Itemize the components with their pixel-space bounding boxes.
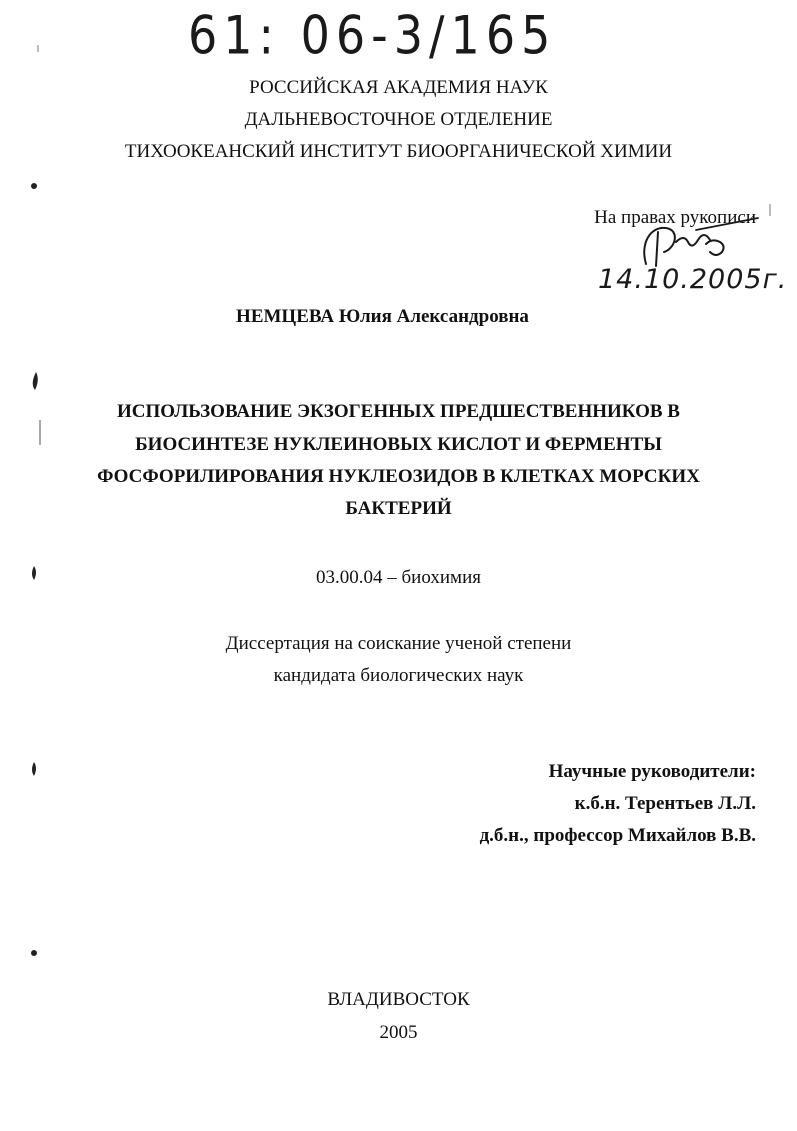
- header-academy: РОССИЙСКАЯ АКАДЕМИЯ НАУК: [249, 77, 548, 98]
- author-given-names: Юлия Александровна: [338, 306, 529, 327]
- dissertation-purpose: Диссертация на соискание ученой степени: [225, 633, 572, 654]
- title-line-4: БАКТЕРИЙ: [345, 498, 452, 519]
- title-line-1: ИСПОЛЬЗОВАНИЕ ЭКЗОГЕННЫХ ПРЕДШЕСТВЕННИКОВ В: [117, 401, 680, 422]
- header-branch: ДАЛЬНЕВОСТОЧНОЕ ОТДЕЛЕНИЕ: [244, 109, 553, 130]
- handwritten-date: 14.10.2005г.: [598, 264, 788, 295]
- city: ВЛАДИВОСТОК: [327, 989, 470, 1010]
- handwritten-archive-number: 61: 06-3/165: [188, 4, 557, 67]
- specialty-code: 03.00.04 – биохимия: [316, 567, 481, 588]
- speck: [31, 183, 37, 189]
- supervisor-1: к.б.н. Терентьев Л.Л.: [574, 793, 756, 814]
- title-line-2: БИОСИНТЕЗЕ НУКЛЕИНОВЫХ КИСЛОТ И ФЕРМЕНТЫ: [135, 434, 662, 455]
- speck: [32, 762, 36, 776]
- header-institute: ТИХООКЕАНСКИЙ ИНСТИТУТ БИООРГАНИЧЕСКОЙ ХИМИИ: [124, 141, 673, 162]
- degree-name: кандидата биологических наук: [273, 665, 524, 686]
- supervisor-2: д.б.н., профессор Михайлов В.В.: [479, 825, 756, 846]
- title-line-3: ФОСФОРИЛИРОВАНИЯ НУКЛЕОЗИДОВ В КЛЕТКАХ МОРСКИХ: [97, 466, 700, 487]
- manuscript-note: На правах рукописи: [594, 207, 756, 228]
- author: [0, 305, 781, 329]
- speck: [31, 950, 37, 956]
- author-surname: НЕМЦЕВА: [236, 306, 335, 327]
- supervisors-label: Научные руководители:: [548, 761, 756, 782]
- speck: [33, 372, 38, 390]
- year: 2005: [379, 1022, 418, 1043]
